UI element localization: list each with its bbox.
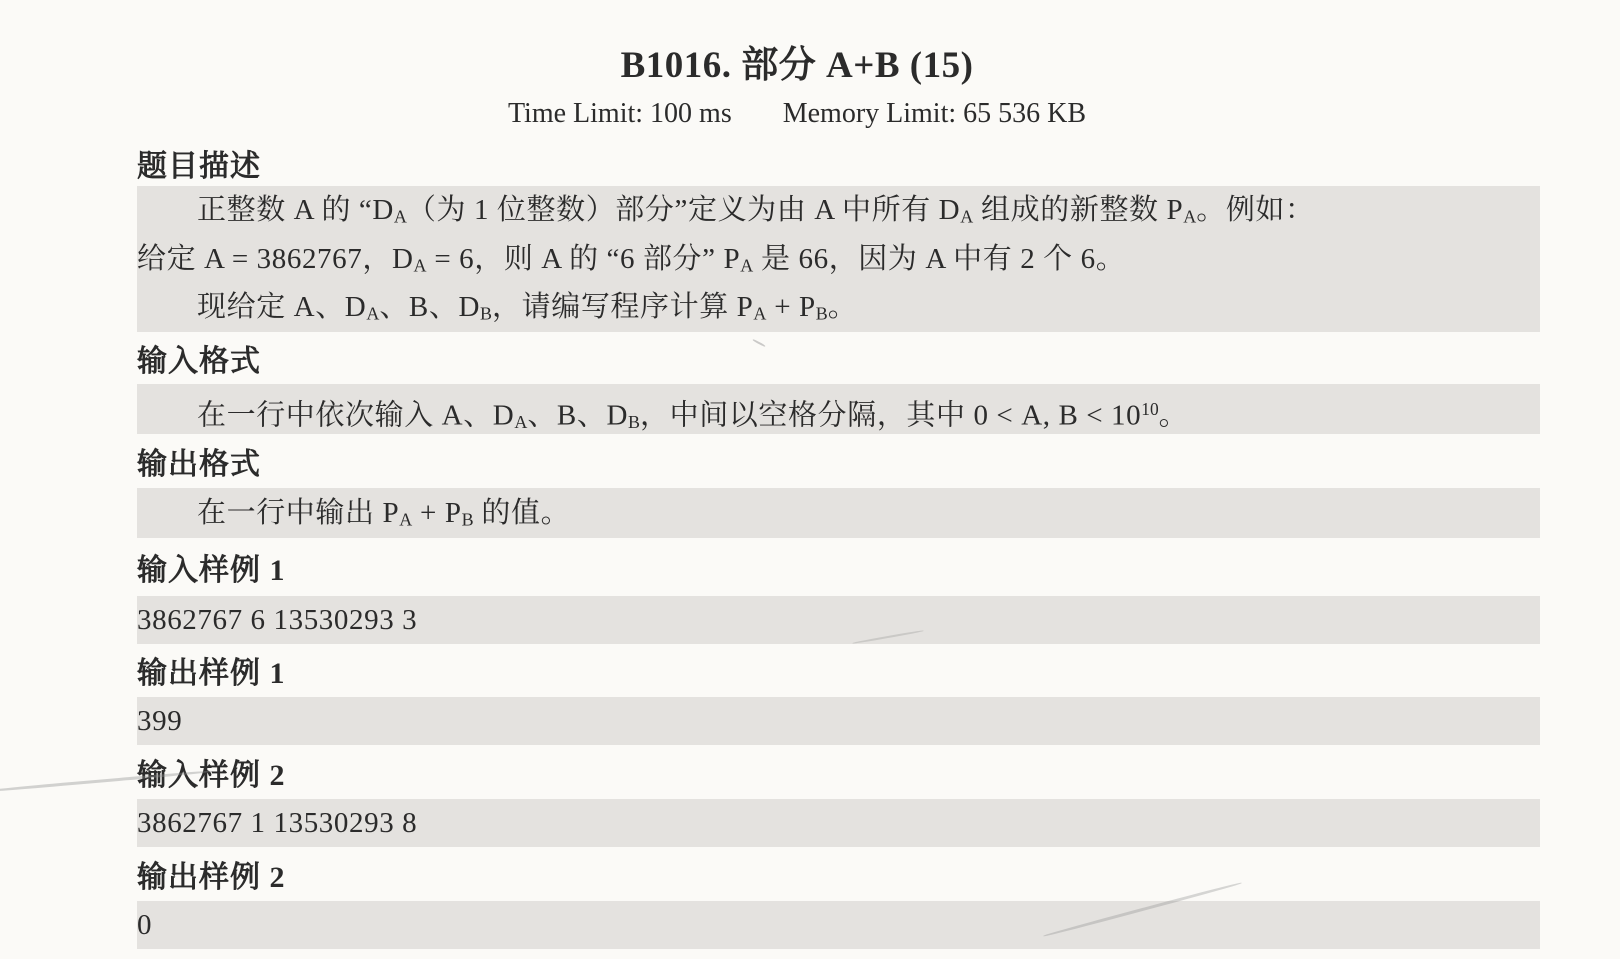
section-heading-sample-input-2: 输入样例 2	[137, 758, 286, 792]
section-heading-sample-input-1: 输入样例 1	[137, 553, 286, 587]
sample-input-1-value: 3862767 6 13530293 3	[137, 603, 418, 636]
sample-input-1-block	[137, 596, 1540, 644]
input-format-block	[137, 384, 1540, 434]
memory-limit: Memory Limit: 65 536 KB	[782, 98, 1087, 129]
sample-output-1-block	[137, 697, 1540, 745]
description-line: 给定 A = 3862767，$D_A = 6$，则 A 的 “6 部分” $P_A$ 是 66，因为 A 中有 2 个 6。	[137, 242, 1126, 276]
section-heading-output-format: 输出格式	[137, 447, 261, 481]
description-line: 正整数 A 的 “$D_A$（为 1 位整数）部分”定义为由 A 中所有 $D_A$ 组成的新整数 $P_A$。例如：	[197, 194, 1315, 227]
section-heading-sample-output-1: 输出样例 1	[137, 657, 286, 691]
section-heading-input-format: 输入格式	[137, 344, 261, 378]
sample-input-2-block	[137, 799, 1540, 847]
problem-body	[137, 140, 1540, 949]
input-format-line: 在一行中依次输入 A、$D_A$、B、$D_B$，中间以空格分隔，其中 0 < A, $B < 10^{10}$。	[197, 398, 1189, 432]
section-heading-description: 题目描述	[137, 150, 261, 183]
description-line: 现给定 A、$D_A$、B、$D_B$，请编写程序计算 $P_A + P_B$。	[197, 291, 858, 324]
problem-header	[0, 0, 1620, 130]
description-block	[137, 186, 1540, 332]
sample-input-2-value: 3862767 1 13530293 8	[137, 806, 418, 839]
sample-output-1-value: 399	[137, 704, 183, 737]
output-format-line: 在一行中输出 $P_A + P_B$ 的值。	[197, 496, 571, 530]
sample-output-2-block	[137, 901, 1540, 949]
sample-output-2-value: 0	[137, 908, 153, 941]
time-limit: Time Limit: 100 ms	[507, 98, 732, 129]
section-heading-sample-output-2: 输出样例 2	[137, 860, 286, 894]
output-format-block	[137, 488, 1540, 538]
problem-title: B1016. 部分 A+B (15)	[620, 45, 974, 86]
limits-line	[0, 98, 1594, 130]
